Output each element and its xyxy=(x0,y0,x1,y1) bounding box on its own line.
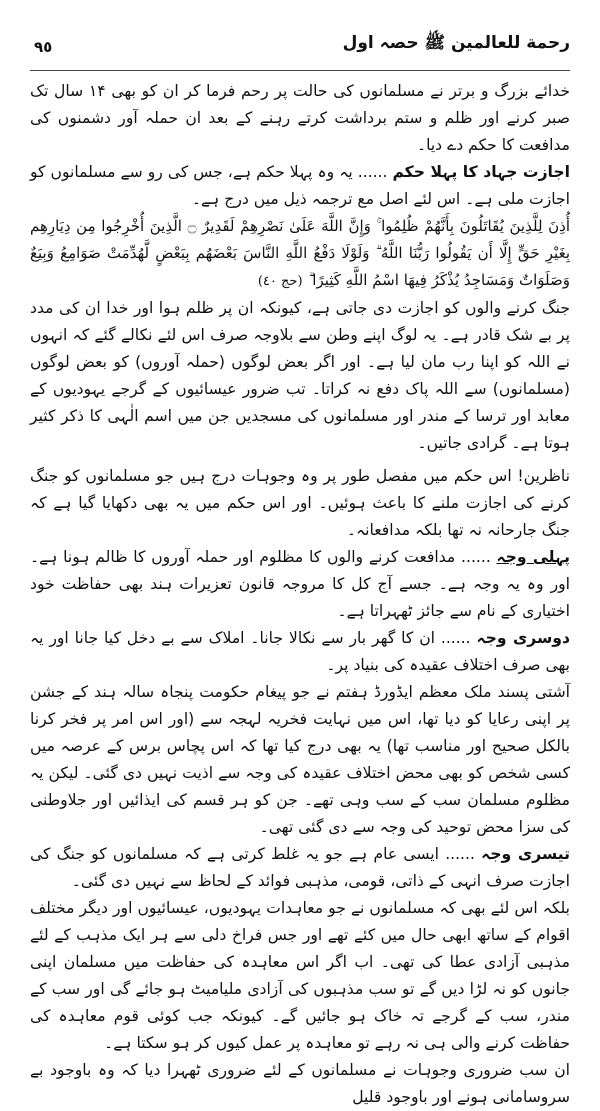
paragraph-9: بلکہ اس لئے بھی کہ مسلمانوں نے جو معاہدات یہودیوں، عیسائیوں اور دیگر مختلف اقوام کے ساتھ ابھی حال میں کئے تھے اور جس فراخ دلی سے ہر ایک مذہب کے لئے مذہبی آزادی عطا کی تھی۔ اب اگر اس معاہدہ کی حفاظت میں مسلمان اپنی جانوں کو نہ لڑا دیں گے تو سب مذہبوں کی آزادی ملیامیٹ ہو جائے گی اور سب کے مندر، سب کے گرجے تہ خاک ہو جائیں گے۔ کیونکہ جب کوئی قوم معاہدہ کی حفاظت کرنے والی ہی نہ رہے تو معاہدہ پر عمل کیوں کر ہو سکتا ہے۔ xyxy=(30,899,570,1052)
heading-third-reason: تیسری وجہ xyxy=(481,845,570,863)
paragraph-8 xyxy=(30,841,570,895)
paragraph-1: خدائے بزرگ و برتر نے مسلمانوں کی حالت پر رحم فرما کر ان کو بھی ۱۴ سال تک صبر کرنے اور ظلم و ستم برداشت کرتے رہنے کے بعد ان حملہ آور دشمنوں کی مدافعت کا حکم دے دیا۔ xyxy=(30,82,571,154)
page-number: ٩٥ xyxy=(34,38,53,56)
paragraph-10: ان سب ضروری وجوہات نے مسلمانوں کے لئے ضروری ٹھہرا دیا کہ وہ باوجود بے سروسامانی ہونے اور باوجود قلیل xyxy=(30,1061,570,1106)
paragraph-5 xyxy=(30,544,570,625)
paragraph-5-text: ...... مدافعت کرنے والوں کا مظلوم اور حملہ آوروں کا ظالم ہونا ہے۔ اور وہ یہ وجہ ہے۔ جسے آج کل کا مروجہ قانون تعزیرات ہند بھی حفاظت خود اختیاری کے نام سے جائز ٹھہراتا ہے۔ xyxy=(30,548,570,620)
running-title: رحمة للعالمین ﷺ حصہ اول xyxy=(342,33,570,53)
verse-reference: (حج ٤٠) xyxy=(257,274,303,289)
quran-verse xyxy=(30,213,570,295)
paragraph-4: ناظرین! اس حکم میں مفصل طور پر وہ وجوہات درج ہیں جو مسلمانوں کو جنگ کرنے کی اجازت ملنے کا باعث ہوئیں۔ اور اس حکم میں یہ بھی دکھایا گیا ہے کہ جنگ جارحانہ نہ تھا بلکہ مدافعانہ۔ xyxy=(30,467,570,539)
quran-verse-text: أُذِنَ لِلَّذِينَ يُقَاتَلُونَ بِأَنَّهُمْ ظُلِمُوا ۚ وَإِنَّ اللَّهَ عَلَىٰ نَصْرِهِمْ لَقَدِيرٌ ۝ الَّذِينَ أُخْرِجُوا مِن دِيَارِهِم بِغَيْرِ حَقٍّ إِلَّا أَن يَقُولُوا رَبُّنَا اللَّهُ ۗ وَلَوْلَا دَفْعُ اللَّهِ النَّاسَ بَعْضَهُم بِبَعْضٍ لَّهُدِّمَتْ صَوَامِعُ وَبِيَعٌ وَصَلَوَاتٌ وَمَسَاجِدُ يُذْكَرُ فِيهَا اسْمُ اللَّهِ كَثِيرًا ۗ xyxy=(30,217,570,289)
paragraph-2-text: ...... یہ وہ پہلا حکم ہے، جس کی رو سے مسلمانوں کو اجازت ملی ہے۔ اس لئے اصل مع ترجمہ ذیل میں درج ہے۔ xyxy=(30,163,570,208)
paragraph-6-text: ...... ان کا گھر بار سے نکالا جانا۔ املاک سے بے دخل کیا جانا اور یہ بھی صرف اختلاف عقیدہ کی بنیاد پر۔ xyxy=(30,629,570,674)
paragraph-3: جنگ کرنے والوں کو اجازت دی جاتی ہے، کیونکہ ان پر ظلم ہوا اور خدا ان کی مدد پر بے شک قادر ہے۔ یہ لوگ اپنے وطن سے بلاوجہ صرف اس لئے نکالے گئے کہ انہوں نے اللہ کو اپنا رب مان لیا ہے۔ اور اگر بعض لوگوں (حملہ آوروں) کو بعض لوگوں (مسلمانوں) سے اللہ پاک دفع نہ کراتا۔ تب ضرور عیسائیوں کے گرجے یہودیوں کے معابد اور ترسا کے مندر اور مسلمانوں کی مسجدیں جن میں اسم الٰہی کا ذکر کثیر ہوتا ہے۔ گرادی جاتیں۔ xyxy=(30,299,570,452)
paragraph-6 xyxy=(30,625,570,679)
section-heading-first-order: اجازت جہاد کا پہلا حکم xyxy=(392,163,570,181)
paragraph-8-text: ...... ایسی عام ہے جو یہ غلط کرتی ہے کہ مسلمانوں کو جنگ کی اجازت صرف انہی کے ذاتی، قومی، مذہبی فوائد کے لحاظ سے نہیں دی گئی۔ xyxy=(30,845,570,890)
header-divider xyxy=(30,70,570,71)
paragraph-2 xyxy=(30,159,570,213)
heading-second-reason: دوسری وجہ xyxy=(476,629,570,647)
paragraph-7: آشتی پسند ملک معظم ایڈورڈ ہفتم نے جو پیغام حکومت پنجاہ سالہ ہند کے جشن پر اپنی رعایا کو دیا تھا، اس میں نہایت فخریہ لہجہ سے (اور اس امر پر فخر کرنا بالکل صحیح اور مناسب تھا) یہ بھی درج کیا تھا کہ اس پچاس برس کے عرصہ میں کسی شخص کو بھی محض اختلاف عقیدہ کی وجہ سے اذیت نہیں دی گئی۔ لیکن یہ مظلوم مسلمان سب کے سب وہی تھے۔ جن کو ہر قسم کی ایذائیں اور جلاوطنی کی سزا محض توحید کی وجہ سے دی گئی تھی۔ xyxy=(30,683,570,836)
page-header xyxy=(30,24,570,68)
heading-first-reason: پہلی وجہ xyxy=(496,548,570,566)
page-body xyxy=(30,78,571,1106)
